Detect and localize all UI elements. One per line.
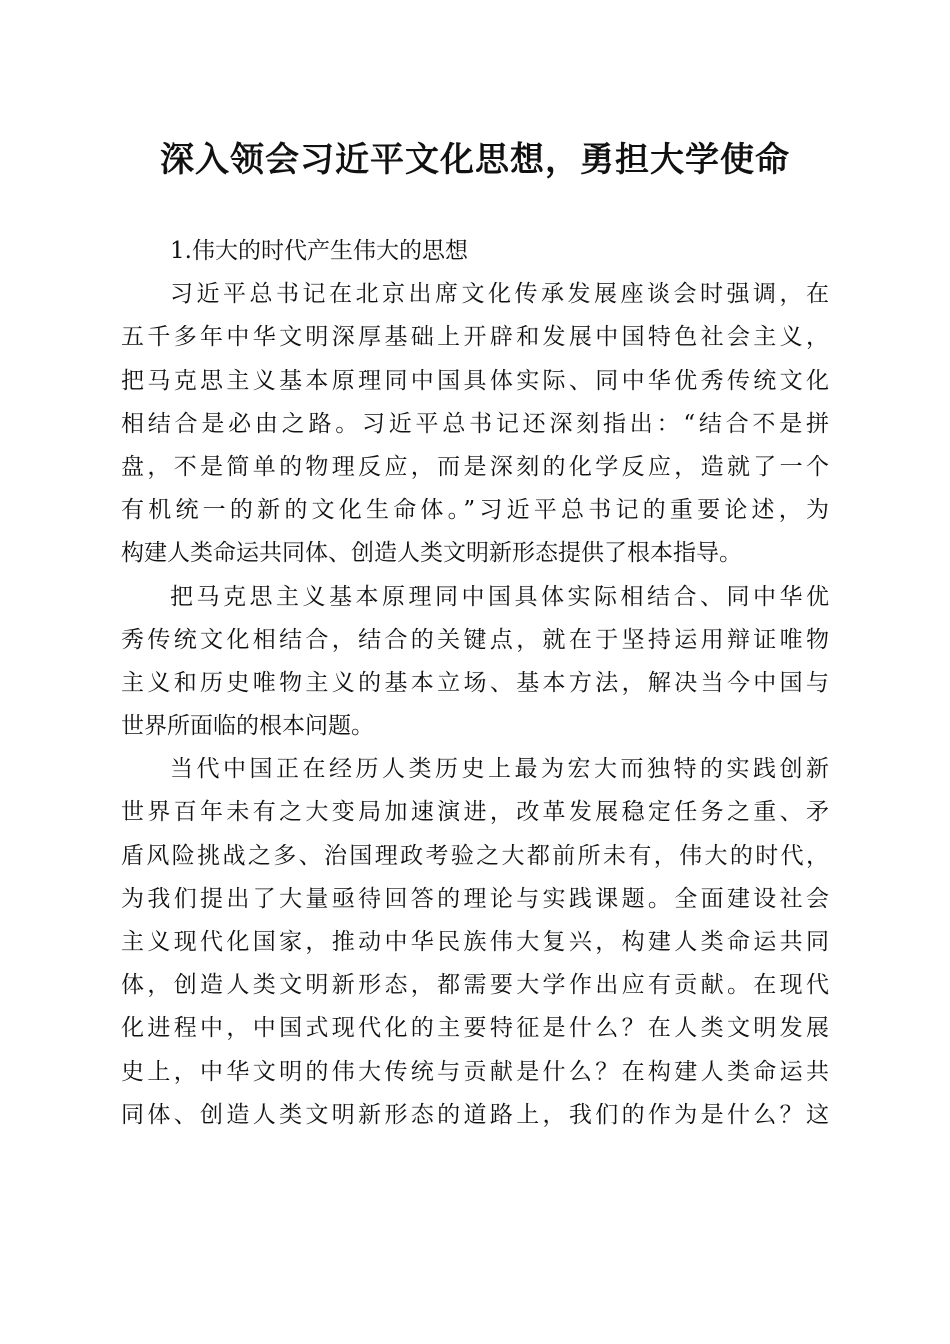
paragraph-3 (121, 748, 829, 1137)
paragraph-line: 秀传统文化相结合，结合的关键点，就在于坚持运用辩证唯物 (121, 626, 829, 653)
paragraph-line: 相结合是必由之路。习近平总书记还深刻指出：“结合不是拼 (121, 410, 829, 437)
paragraph-line: 五千多年中华文明深厚基础上开辟和发展中国特色社会主义， (121, 324, 829, 351)
paragraph-line: 构建人类命运共同体、创造人类文明新形态提供了根本指导。 (121, 540, 742, 567)
section-heading: 1.伟大的时代产生伟大的思想 (170, 238, 468, 264)
paragraph-line: 为我们提出了大量亟待回答的理论与实践课题。全面建设社会 (121, 885, 829, 912)
document-body (121, 230, 829, 1137)
paragraph-line: 习近平总书记在北京出席文化传承发展座谈会时强调，在 (170, 281, 829, 308)
paragraph-line: 史上，中华文明的伟大传统与贡献是什么？在构建人类命运共 (121, 1058, 829, 1085)
paragraph-line: 有机统一的新的文化生命体。”习近平总书记的重要论述，为 (121, 497, 829, 524)
document-title: 深入领会习近平文化思想，勇担大学使命 (160, 140, 790, 180)
paragraph-line: 当代中国正在经历人类历史上最为宏大而独特的实践创新 (170, 756, 829, 783)
paragraph-line: 主义现代化国家，推动中华民族伟大复兴，构建人类命运共同 (121, 929, 829, 955)
paragraph-line: 世界百年未有之大变局加速演进，改革发展稳定任务之重、矛 (121, 799, 829, 826)
paragraph-line: 主义和历史唯物主义的基本立场、基本方法，解决当今中国与 (121, 669, 829, 696)
paragraph-2 (121, 576, 829, 749)
paragraph-line: 世界所面临的根本问题。 (121, 713, 374, 740)
paragraph-line: 同体、创造人类文明新形态的道路上，我们的作为是什么？这 (121, 1101, 829, 1128)
paragraph-line: 盾风险挑战之多、治国理政考验之大都前所未有，伟大的时代， (121, 842, 829, 869)
paragraph-line: 体，创造人类文明新形态，都需要大学作出应有贡献。在现代 (121, 972, 829, 999)
paragraph-line: 把马克思主义基本原理同中国具体实际、同中华优秀传统文化 (121, 367, 829, 394)
paragraph-1 (121, 273, 829, 575)
paragraph-line: 把马克思主义基本原理同中国具体实际相结合、同中华优 (170, 583, 829, 610)
paragraph-line: 化进程中，中国式现代化的主要特征是什么？在人类文明发展 (121, 1015, 829, 1042)
paragraph-line: 盘，不是简单的物理反应，而是深刻的化学反应，造就了一个 (121, 453, 829, 480)
